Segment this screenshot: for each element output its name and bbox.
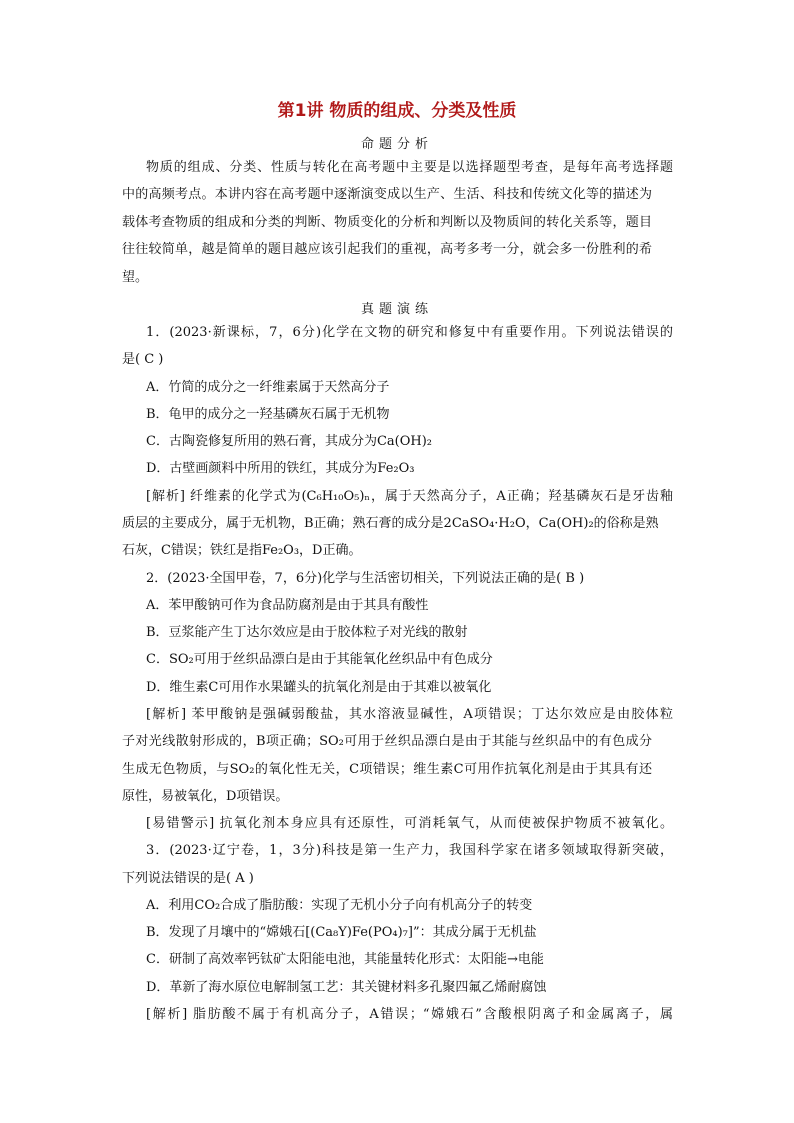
question-2-explanation: 子对光线散射形成的，B项正确；SO₂可用于丝织品漂白是由于其能与丝织品中的有色成分 xyxy=(122,734,652,749)
question-3-stem: 3．(2023·辽宁卷，1，3分)科技是第一生产力，我国科学家在诸多领域取得新突破， xyxy=(146,843,673,858)
question-3-option-b: B．发现了月壤中的“嫦娥石[(Ca₈Y)Fe(PO₄)₇]”：其成分属于无机盐 xyxy=(146,925,537,940)
question-2-warning: [易错警示] 抗氧化剂本身应具有还原性，可消耗氧气，从而使被保护物质不被氧化。 xyxy=(146,816,673,831)
question-1-stem: 是( C ) xyxy=(122,352,164,367)
question-2-option-a: A．苯甲酸钠可作为食品防腐剂是由于其具有酸性 xyxy=(146,598,429,613)
question-1-option-d: D．古壁画颜料中所用的铁红，其成分为Fe₂O₃ xyxy=(146,461,415,476)
section-heading-analysis: 命题分析 xyxy=(360,137,433,152)
question-2-option-b: B．豆浆能产生丁达尔效应是由于胶体粒子对光线的散射 xyxy=(146,625,468,640)
question-1-option-b: B．龟甲的成分之一羟基磷灰石属于无机物 xyxy=(146,407,390,422)
question-2-stem: 2．(2023·全国甲卷，7，6分)化学与生活密切相关，下列说法正确的是( B ) xyxy=(146,571,585,586)
question-1-option-c: C．古陶瓷修复所用的熟石膏，其成分为Ca(OH)₂ xyxy=(146,434,432,449)
analysis-line: 载体考查物质的组成和分类的判断、物质变化的分析和判断以及物质间的转化关系等，题目 xyxy=(122,215,652,230)
question-1-explanation: [解析] 纤维素的化学式为(C₆H₁₀O₅)ₙ，属于天然高分子，A正确；羟基磷灰石是牙齿釉 xyxy=(146,489,673,504)
question-3-stem: 下列说法错误的是( A ) xyxy=(122,871,254,886)
question-1-option-a: A．竹简的成分之一纤维素属于天然高分子 xyxy=(146,380,390,395)
question-3-option-c: C．研制了高效率钙钛矿太阳能电池，其能量转化形式：太阳能→电能 xyxy=(146,952,544,967)
question-2-explanation: 生成无色物质，与SO₂的氧化性无关，C项错误；维生素C可用作抗氧化剂是由于其具有还 xyxy=(122,762,652,777)
question-2-option-d: D．维生素C可用作水果罐头的抗氧化剂是由于其难以被氧化 xyxy=(146,680,492,695)
section-heading-practice: 真题演练 xyxy=(360,302,433,317)
analysis-line: 物质的组成、分类、性质与转化在高考题中主要是以选择题型考查，是每年高考选择题 xyxy=(146,160,673,175)
question-1-explanation: 石灰，C错误；铁红是指Fe₂O₃，D正确。 xyxy=(122,543,362,558)
question-1-explanation: 质层的主要成分，属于无机物，B正确；熟石膏的成分是2CaSO₄·H₂O，Ca(OH)₂的俗称是熟 xyxy=(122,516,659,531)
question-2-explanation: [解析] 苯甲酸钠是强碱弱酸盐，其水溶液显碱性，A项错误；丁达尔效应是由胶体粒 xyxy=(146,707,673,722)
question-2-option-c: C．SO₂可用于丝织品漂白是由于其能氧化丝织品中有色成分 xyxy=(146,652,493,667)
question-3-explanation: [解析] 脂肪酸不属于有机高分子，A错误；“嫦娥石”含酸根阴离子和金属离子，属 xyxy=(146,1007,673,1022)
question-3-option-d: D．革新了海水原位电解制氢工艺：其关键材料多孔聚四氟乙烯耐腐蚀 xyxy=(146,980,547,995)
question-2-explanation: 原性，易被氧化，D项错误。 xyxy=(122,789,289,804)
question-1-stem: 1．(2023·新课标，7，6分)化学在文物的研究和修复中有重要作用。下列说法错误的 xyxy=(146,325,673,340)
question-3-option-a: A．利用CO₂合成了脂肪酸：实现了无机小分子向有机高分子的转变 xyxy=(146,898,533,913)
page-title: 第1讲 物质的组成、分类及性质 xyxy=(277,101,517,121)
analysis-line: 望。 xyxy=(122,270,149,285)
analysis-line: 往往较简单，越是简单的题目越应该引起我们的重视，高考多考一分，就会多一份胜利的希 xyxy=(122,242,652,257)
analysis-line: 中的高频考点。本讲内容在高考题中逐渐演变成以生产、生活、科技和传统文化等的描述为 xyxy=(122,187,652,202)
